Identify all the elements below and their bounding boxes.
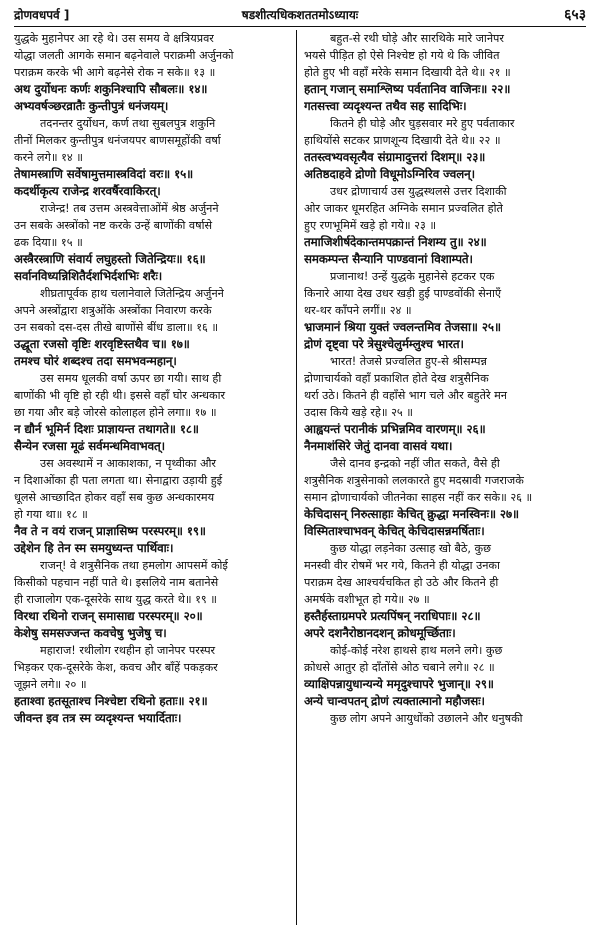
paragraph-line: समान द्रोणाचार्यको जीतनेका साहस नहीं कर सके॥ २६ ॥ xyxy=(304,491,533,504)
verse-line: जीवन्त इव तत्र स्म व्यदृश्यन्त भयार्दिताः। xyxy=(14,711,182,725)
paragraph-line: तीनों मिलकर कुन्तीपुत्र धनंजयपर बाणसमूहोंकी वर्षा xyxy=(14,134,221,147)
paragraph-line: भयसे पीड़ित हो ऐसे निश्चेष्ट हो गये थे कि जीवित xyxy=(304,49,500,62)
left-column xyxy=(14,30,296,925)
paragraph-line: हो गया था॥ १८ ॥ xyxy=(14,508,88,521)
translation-paragraph xyxy=(304,30,586,81)
translation-paragraph xyxy=(304,540,586,608)
paragraph-line: उधर द्रोणाचार्य उस युद्धस्थलसे उत्तर दिशाकी xyxy=(330,185,507,198)
paragraph-line: योद्धा जलती आगके समान बढ़नेवाले पराक्रमी अर्जुनको xyxy=(14,49,234,62)
paragraph-line: होते हुए भी वहाँ मरेके समान दिखायी देते थे॥ २१ ॥ xyxy=(304,66,511,79)
paragraph-line: जैसे दानव इन्द्रको नहीं जीत सकते, वैसे ही xyxy=(330,457,500,470)
paragraph-line: उदास किये खड़े रहे॥ २५ ॥ xyxy=(304,406,413,419)
shloka-verse xyxy=(304,608,586,642)
verse-line: आह्वयन्तं परानीकं प्रभिन्नमिव वारणम्॥ २६॥ xyxy=(304,422,486,436)
verse-line: समकम्पन्त सैन्यानि पाण्डवानां विशाम्पते। xyxy=(304,252,473,266)
translation-paragraph xyxy=(14,642,289,693)
shloka-verse xyxy=(14,251,289,285)
verse-line: केशेषु समसज्जन्त कवचेषु भुजेषु च। xyxy=(14,626,167,640)
verse-line: उद्देशेन हि तेन स्म समयुध्यन्त पार्थिवाः। xyxy=(14,541,174,555)
translation-paragraph xyxy=(14,557,289,608)
verse-line: अन्ये चान्वपतन् द्रोणं त्यक्तात्मानो महौजसः। xyxy=(304,694,485,708)
paragraph-line: कोई-कोई नरेश हाथसे हाथ मलने लगे। कुछ xyxy=(330,644,503,657)
paragraph-line: शीघ्रतापूर्वक हाथ चलानेवाले जितेन्द्रिय अर्जुनने xyxy=(40,287,224,300)
paragraph-line: बहुत-से रथी घोड़े और सारथिके मारे जानेपर xyxy=(330,32,504,45)
shloka-verse xyxy=(14,336,289,370)
paragraph-line: तदनन्तर दुर्योधन, कर्ण तथा सुबलपुत्र शकुनि xyxy=(40,117,216,130)
verse-line: नैव ते न वयं राजन् प्राज्ञासिष्म परस्परम्॥ १९॥ xyxy=(14,524,206,538)
shloka-verse xyxy=(14,421,289,455)
shloka-verse xyxy=(304,234,586,268)
verse-line: अस्त्रैरस्त्राणि संवार्य लघुहस्तो जितेन्द्रियः॥ १६॥ xyxy=(14,252,206,266)
verse-line: तेषामस्त्राणि सर्वेषामुत्तमास्त्रविदां वरः॥ १५॥ xyxy=(14,167,194,181)
translation-paragraph xyxy=(14,285,289,336)
verse-line: अथ दुर्योधनः कर्णः शकुनिश्चापि सौबलः॥ १४॥ xyxy=(14,82,208,96)
shloka-verse xyxy=(304,676,586,710)
verse-line: अभ्यवर्षञ्छरव्रातैः कुन्तीपुत्रं धनंजयम्। xyxy=(14,99,169,113)
shloka-verse xyxy=(14,608,289,642)
translation-paragraph xyxy=(304,353,586,421)
chapter-title: षडशीत्यधिकशततमोऽध्यायः xyxy=(241,8,359,22)
translation-paragraph xyxy=(14,370,289,421)
paragraph-line: कुछ लोग अपने आयुधोंको उछालने और धनुषकी xyxy=(330,712,523,725)
page-number: ६५३ xyxy=(564,7,586,23)
paragraph-line: छा गया और बड़े जोरसे कोलाहल होने लगा॥ १७ ॥ xyxy=(14,406,217,419)
paragraph-line: उस अवस्थामें न आकाशका, न पृथ्वीका और xyxy=(40,457,216,470)
paragraph-line: थर-थर काँपने लगीं॥ २४ ॥ xyxy=(304,304,412,317)
paragraph-line: करने लगे॥ १४ ॥ xyxy=(14,151,83,164)
paragraph-line: भिड़कर एक-दूसरेके केश, कवच और बाँहें पकड़कर xyxy=(14,661,218,674)
verse-line: केचिदासन् निरुत्साहाः केचित् क्रुद्धा मनस्विनः॥ २७॥ xyxy=(304,507,519,521)
verse-line: भ्राजमानं श्रिया युक्तं ज्वलन्तमिव तेजसा॥ २५॥ xyxy=(304,320,501,334)
translation-paragraph xyxy=(304,710,586,727)
paragraph-line: भारत! तेजसे प्रज्वलित हुए-से श्रीसम्पन्न xyxy=(330,355,487,368)
paragraph-line: ओर जाकर धूमरहित अग्निके समान प्रज्वलित होते xyxy=(304,202,503,215)
shloka-verse xyxy=(14,166,289,200)
paragraph-line: कुछ योद्धा लड़नेका उत्साह खो बैठे, कुछ xyxy=(330,542,491,555)
verse-line: द्रोणं दृष्ट्वा परे त्रेसुश्चेलुर्मम्लुश्च भारत। xyxy=(304,337,464,351)
verse-line: नैनमाशंसिरे जेतुं दानवा वासवं यथा। xyxy=(304,439,453,453)
paragraph-line: राजेन्द्र! तब उत्तम अस्त्रवेत्ताओंमें श्रेष्ठ अर्जुनने xyxy=(40,202,219,215)
verse-line: सैन्येन रजसा मूढं सर्वमन्धमिवाभवत्। xyxy=(14,439,166,453)
paragraph-line: ढक दिया॥ १५ ॥ xyxy=(14,236,83,249)
paragraph-line: पराक्रम करके भी आगे बढ़नेसे रोक न सके॥ १३ ॥ xyxy=(14,66,216,79)
paragraph-line: किनारे आया देख उधर खड़ी हुई पाण्डवोंकी सेनाएँ xyxy=(304,287,502,300)
verse-line: अतिष्ठदाहवे द्रोणो विधूमोऽग्निरिव ज्वलन्। xyxy=(304,167,475,181)
page-header xyxy=(14,4,586,27)
shloka-verse xyxy=(304,421,586,455)
shloka-verse xyxy=(304,506,586,540)
verse-line: सर्वानविध्यन्निशितैर्दशभिर्दशभिः शरैः। xyxy=(14,269,163,283)
paragraph-line: पराक्रम देख आश्चर्यचकित हो उठे और कितने ही xyxy=(304,576,499,589)
paragraph-line: उस समय धूलकी वर्षा ऊपर छा गयी। साथ ही xyxy=(40,372,222,385)
verse-line: हस्तैर्हस्ताग्रमपरे प्रत्यपिंषन् नराधिपाः॥ २८॥ xyxy=(304,609,481,623)
paragraph-line: युद्धके मुहानेपर आ रहे थे। उस समय वे क्षत्रियप्रवर xyxy=(14,32,214,45)
paragraph-line: महाराज! रथीलोग रथहीन हो जानेपर परस्पर xyxy=(40,644,216,657)
paragraph-line: धूलसे आच्छादित होकर वहाँ सब कुछ अन्धकारमय xyxy=(14,491,215,504)
verse-line: व्याक्षिपन्नायुधान्यन्ये ममृदुश्चापरे भुजान्॥ २९॥ xyxy=(304,677,494,691)
paragraph-line: हुए रणभूमिमें खड़े हो गये॥ २३ ॥ xyxy=(304,219,437,232)
paragraph-line: उन सबको दस-दस तीखे बाणोंसे बींध डाला॥ १६ ॥ xyxy=(14,321,219,334)
translation-paragraph xyxy=(14,115,289,166)
section-title: द्रोणवधपर्व ] xyxy=(14,8,70,22)
translation-paragraph xyxy=(304,642,586,676)
verse-line: विरथा रथिनो राजन् समासाद्य परस्परम्॥ २०॥ xyxy=(14,609,203,623)
paragraph-line: कितने ही घोड़े और घुड़सवार मरे हुए पर्वताकार xyxy=(330,117,515,130)
shloka-verse xyxy=(14,693,289,727)
verse-line: अपरे दशनैरोष्ठानदशन् क्रोधमूर्च्छिताः। xyxy=(304,626,456,640)
paragraph-line: ही राजालोग एक-दूसरेके साथ युद्ध करते थे॥ १९ ॥ xyxy=(14,593,217,606)
shloka-verse xyxy=(304,149,586,183)
verse-line: कदर्थीकृत्य राजेन्द्र शरवर्षैरवाकिरत्। xyxy=(14,184,161,198)
shloka-verse xyxy=(14,81,289,115)
paragraph-line: प्रजानाथ! उन्हें युद्धके मुहानेसे हटकर एक xyxy=(330,270,495,283)
verse-line: हताश्वा हतसूताश्च निश्चेष्टा रथिनो हताः॥ २१॥ xyxy=(14,694,208,708)
paragraph-line: उन सबके अस्त्रोंको नष्ट करके उन्हें बाणोंकी वर्षासे xyxy=(14,219,213,232)
right-column xyxy=(296,30,586,925)
verse-line: तमाजिशीर्षदेकान्तमपक्रान्तं निशम्य तु॥ २४॥ xyxy=(304,235,487,249)
paragraph-line: द्रोणाचार्यको वहाँ प्रकाशित होते देख शत्रुसैनिक xyxy=(304,372,489,385)
paragraph-line: जूझने लगे॥ २० ॥ xyxy=(14,678,87,691)
translation-paragraph xyxy=(304,268,586,319)
shloka-verse xyxy=(304,81,586,115)
translation-paragraph xyxy=(304,455,586,506)
paragraph-line: मनस्वी वीर रोषमें भर गये, कितने ही योद्धा उनका xyxy=(304,559,500,572)
text-columns xyxy=(14,30,586,925)
paragraph-line: क्रोधसे आतुर हो दाँतोंसे ओठ चबाने लगे॥ २८ ॥ xyxy=(304,661,495,674)
verse-line: हतान् गजान् समाश्लिष्य पर्वतानिव वाजिनः॥ २२॥ xyxy=(304,82,511,96)
translation-paragraph xyxy=(304,115,586,149)
paragraph-line: अमर्षके वशीभूत हो गये॥ २७ ॥ xyxy=(304,593,430,606)
paragraph-line: हाथियोंसे सटकर प्राणशून्य दिखायी देते थे॥ २२ ॥ xyxy=(304,134,501,147)
paragraph-line: बाणोंकी भी वृष्टि हो रही थी। इससे वहाँ घोर अन्धकार xyxy=(14,389,226,402)
translation-paragraph xyxy=(304,183,586,234)
verse-line: तमश्च घोरं शब्दश्च तदा समभवन्महान्। xyxy=(14,354,177,368)
paragraph-line: शत्रुसैनिक शत्रुसेनाको ललकारते हुए मदस्रावी गजराजके xyxy=(304,474,524,487)
paragraph-line: राजन्! वे शत्रुसैनिक तथा हमलोग आपसमें कोई xyxy=(40,559,228,572)
verse-line: ततस्त्वभ्यवसृत्यैव संग्रामादुत्तरां दिशम्॥ २३॥ xyxy=(304,150,486,164)
translation-paragraph xyxy=(14,455,289,523)
shloka-verse xyxy=(304,319,586,353)
paragraph-line: थर्रा उठे। कितने ही वहाँसे भाग चले और बहुतेरे मन xyxy=(304,389,507,402)
paragraph-line: न दिशाओंका ही पता लगता था। सेनाद्वारा उड़ायी हुई xyxy=(14,474,223,487)
shloka-verse xyxy=(14,523,289,557)
translation-paragraph xyxy=(14,30,289,81)
verse-line: उद्धूता रजसो वृष्टिः शरवृष्टिस्तथैव च॥ १७॥ xyxy=(14,337,190,351)
paragraph-line: किसीको पहचान नहीं पाते थे। इसलिये नाम बतानेसे xyxy=(14,576,219,589)
verse-line: विस्मिताश्चाभवन् केचित् केचिदासन्नमर्षिताः। xyxy=(304,524,485,538)
verse-line: न द्यौर्न भूमिर्न दिशः प्राज्ञायन्त तथागते॥ १८॥ xyxy=(14,422,199,436)
translation-paragraph xyxy=(14,200,289,251)
verse-line: गतसत्त्वा व्यदृश्यन्त तथैव सह सादिभिः। xyxy=(304,99,467,113)
paragraph-line: अपने अस्त्रोंद्वारा शत्रुओंके अस्त्रोंका निवारण करके xyxy=(14,304,212,317)
